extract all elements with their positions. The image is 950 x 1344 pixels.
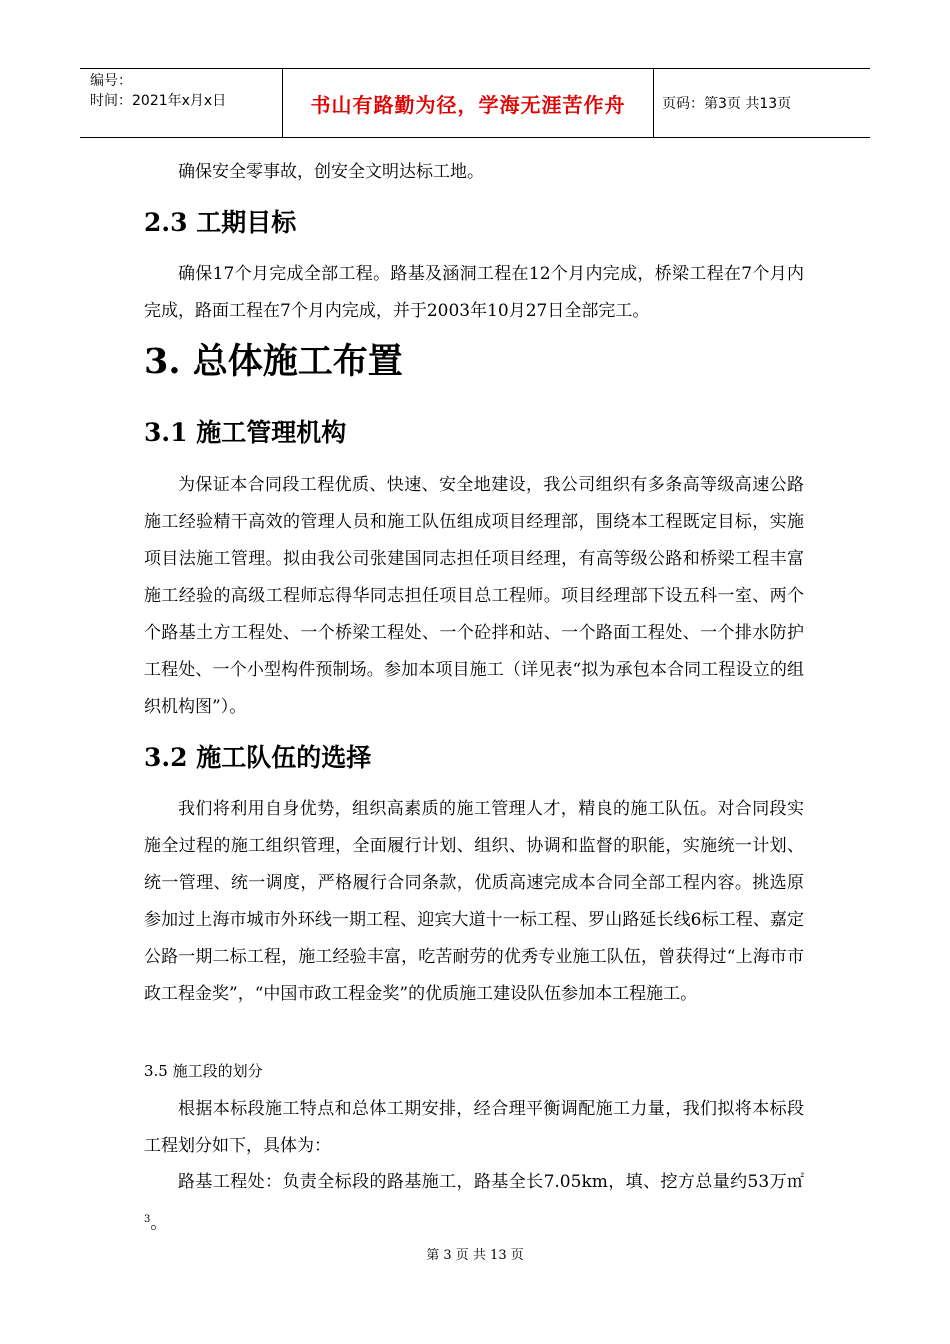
paragraph-schedule: 确保17个月完成全部工程。路基及涵洞工程在12个月内完成，桥梁工程在7个月内完成，路面工程在7个月内完成，并于2003年10月27日全部完工。 — [144, 264, 804, 321]
heading-2-3: 2.3 工期目标 — [144, 208, 297, 237]
page-footer: 第 3 页 共 13 页 — [426, 1248, 524, 1263]
page-header — [80, 68, 870, 138]
paragraph-organization: 为保证本合同段工程优质、快速、安全地建设，我公司组织有多条高等级高速公路施工经验精干高效的管理人员和施工队伍组成项目经理部，围绕本工程既定目标，实施项目法施工管理。拟由我公司张建国同志担任项目经理，有高等级公路和桥梁工程丰富施工经验的高级工程师忘得华同志担任项目总工程师。项目经理部下设五科一室、两个个路基土方工程处、一个桥梁工程处、一个砼拌和站、一个路面工程处、一个排水防护工程处、一个小型构件预制场。参加本项目施工（详见表“拟为承包本合同工程设立的组织机构图”）。 — [144, 475, 804, 717]
header-motto: 书山有路勤为径，学海无涯苦作舟 — [310, 92, 626, 117]
heading-3-5: 3.5 施工段的划分 — [144, 1062, 263, 1080]
paragraph-safety: 确保安全零事故，创安全文明达标工地。 — [178, 162, 484, 182]
header-info — [80, 69, 282, 137]
paragraph-team: 我们将利用自身优势，组织高素质的施工管理人才，精良的施工队伍。对合同段实施全过程的施工组织管理，全面履行计划、组织、协调和监督的职能，实施统一计划、统一管理、统一调度，严格履行合同条款，优质高速完成本合同全部工程内容。挑选原参加过上海市城市外环线一期工程、迎宾大道十一标工程、罗山路延长线6标工程、嘉定公路一期二标工程，施工经验丰富，吃苦耐劳的优秀专业施工队伍，曾获得过“上海市市政工程金奖”，“中国市政工程金奖”的优质施工建设队伍参加本工程施工。 — [144, 799, 804, 1004]
header-motto-cell — [282, 69, 654, 137]
heading-3-2: 3.2 施工队伍的选择 — [144, 743, 372, 772]
header-page-number: 页码：第3页 共13页 — [662, 96, 792, 112]
paragraph-roadbed: 路基工程处：负责全标段的路基施工，路基全长7.05km，填、挖方总量约53万㎡$^3$。 — [144, 1172, 804, 1234]
document-number: 编号： — [90, 73, 132, 89]
heading-3: 3. 总体施工布置 — [144, 341, 403, 382]
document-date: 时间：2021年x月x日 — [90, 93, 227, 109]
paragraph-divide: 根据本标段施工特点和总体工期安排，经合理平衡调配施工力量，我们拟将本标段工程划分如下，具体为： — [144, 1099, 804, 1156]
heading-3-1: 3.1 施工管理机构 — [144, 418, 347, 447]
